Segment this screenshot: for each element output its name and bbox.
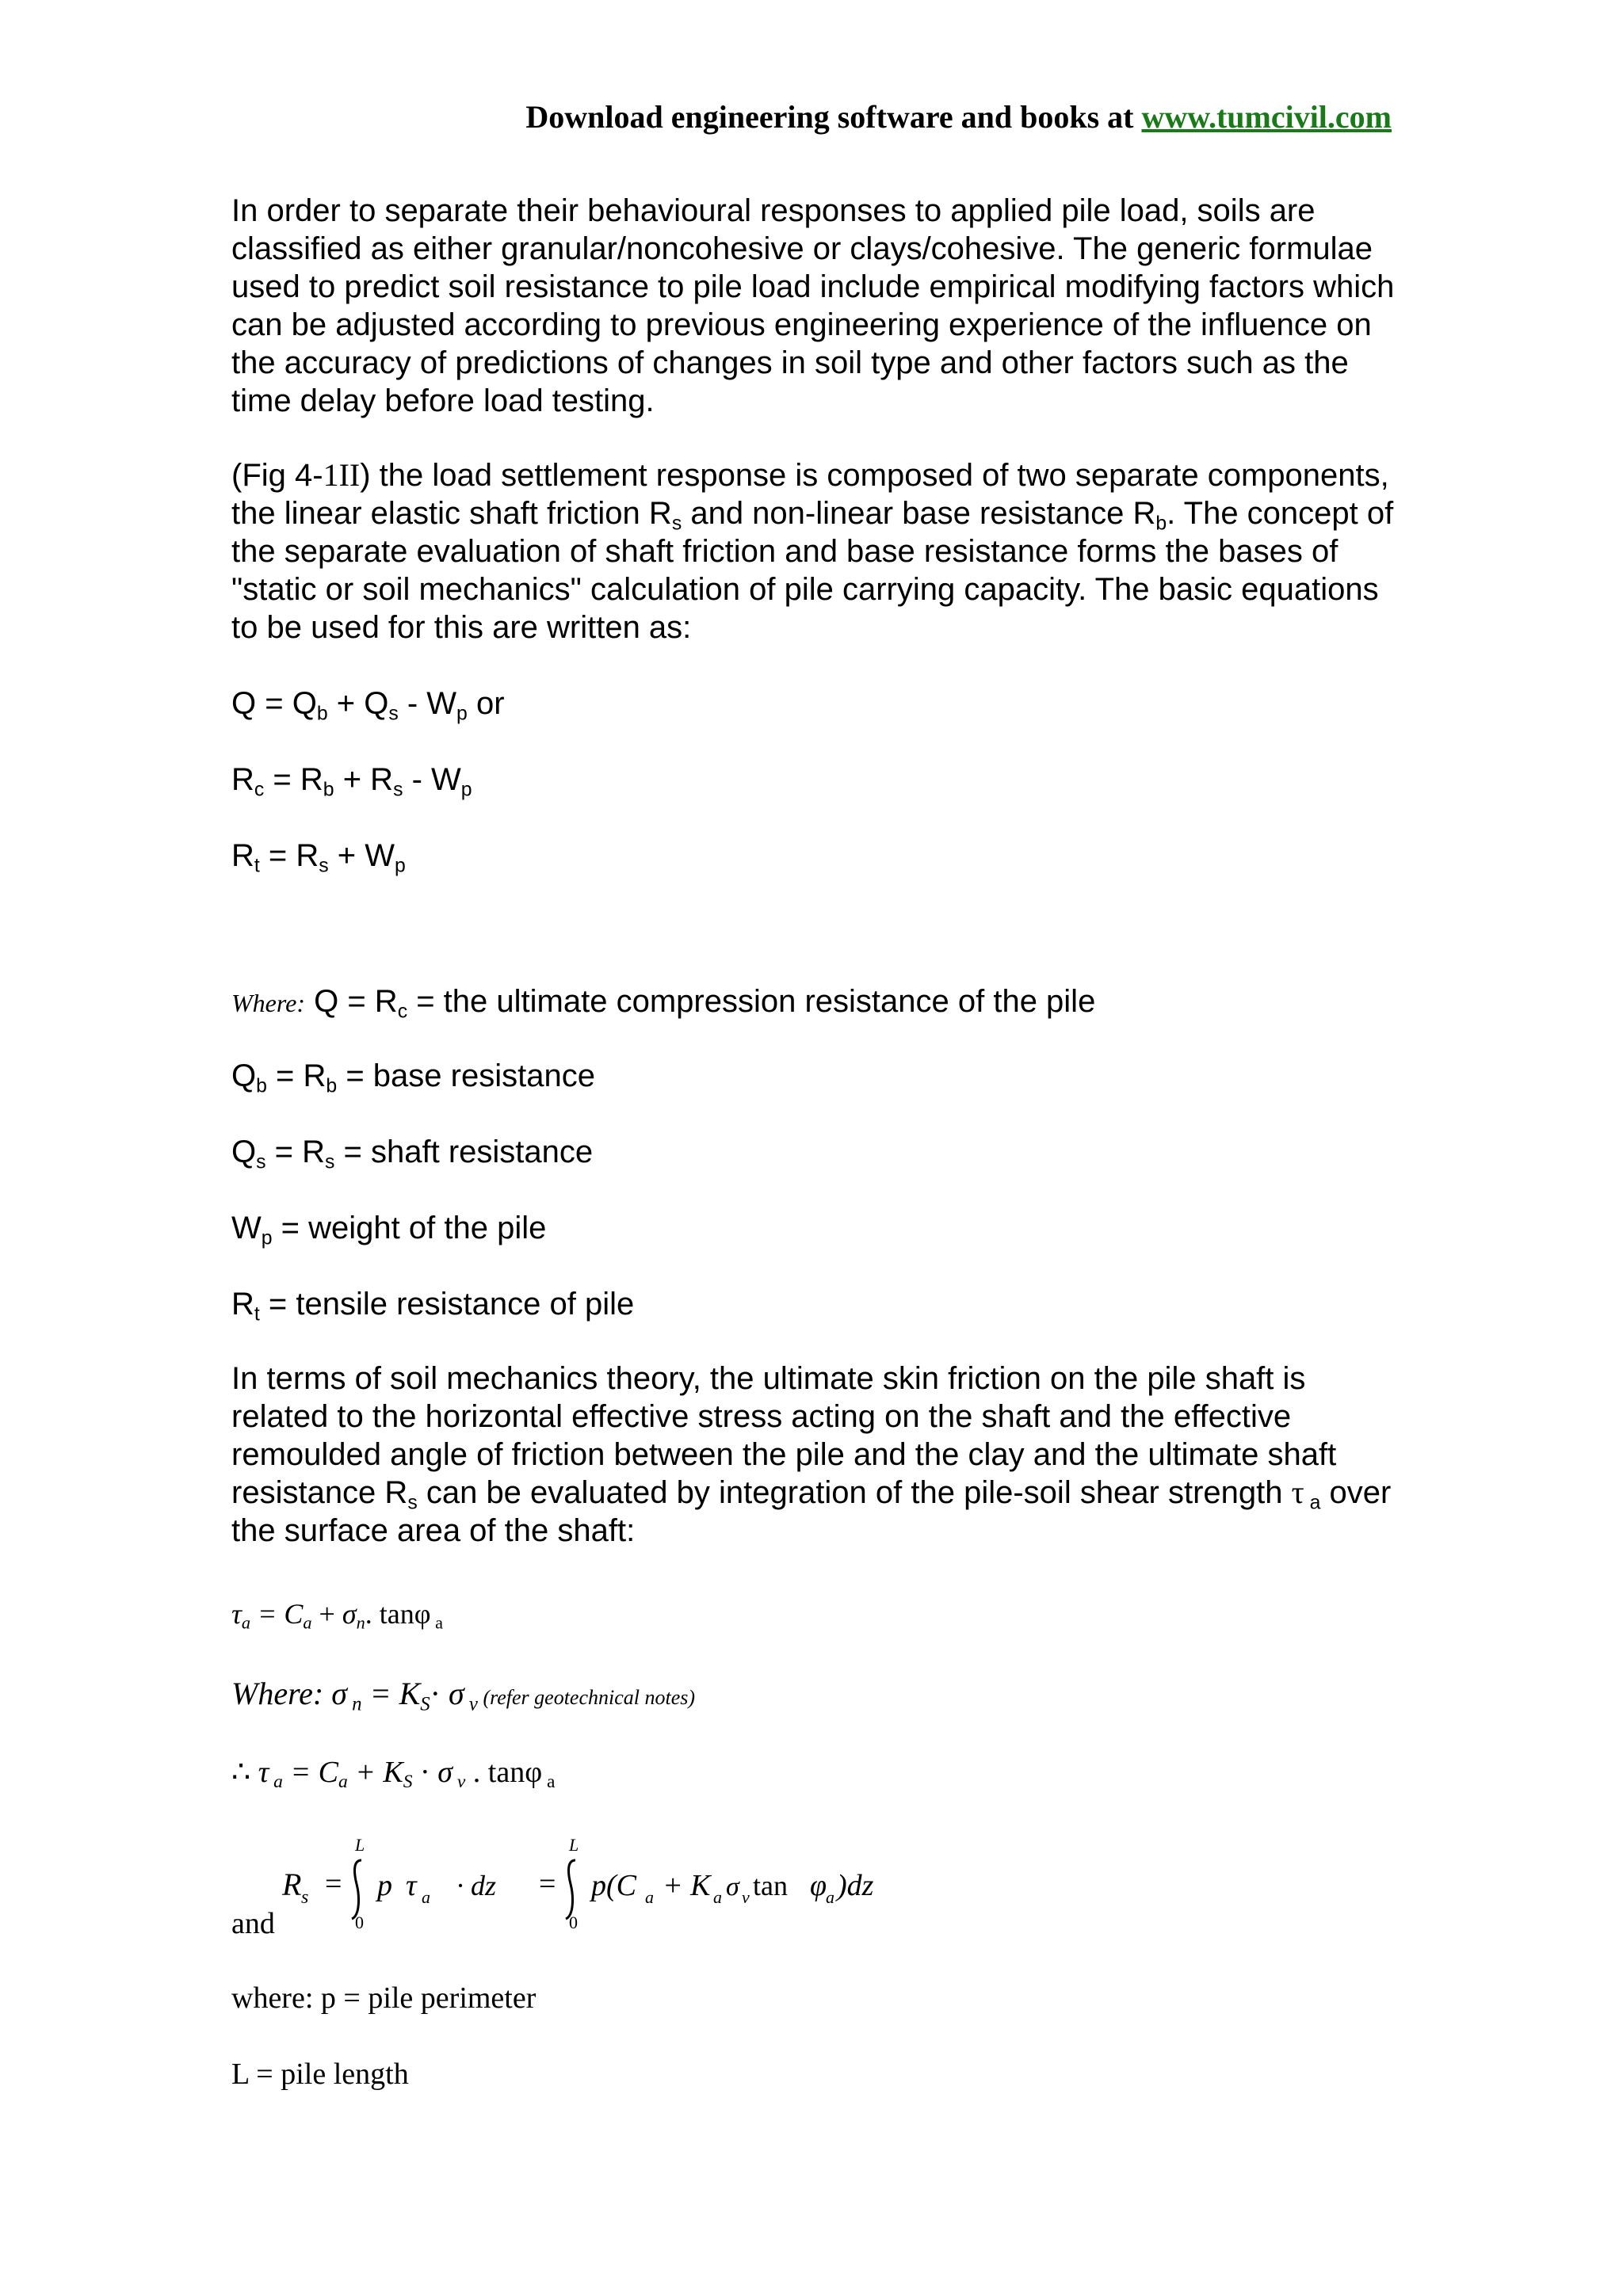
integral-sign-right	[566, 1860, 575, 1919]
svg-text:=: =	[325, 1867, 342, 1901]
definition-wp: $W_p$ = weight of the pile	[231, 1211, 547, 1249]
header-text: Download engineering software and books at	[525, 99, 1142, 135]
svg-text:p(C: p(C	[591, 1869, 636, 1902]
formula-therefore: ∴ τ $_a = C_a + K_S \cdot \sigma$ $_v$ . tanφ $_a$	[231, 1756, 556, 1793]
definition-q: Where: $Q = R_c$ = the ultimate compression resistance of the pile	[231, 984, 1096, 1023]
intro-paragraph: In order to separate their behavioural responses to applied pile load, soils are classified as either granular/noncohesive or clays/cohesive. The generic formulae used to predict soil resistance to pile load include empirical modifying factors which can be adjusted according to previous engineering experience of the influence on the accuracy of predictions of changes in soil type and other factors such as the time delay before load testing.	[231, 193, 1395, 418]
svg-text:σ: σ	[726, 1872, 739, 1901]
svg-text:φ: φ	[810, 1869, 827, 1902]
definition-l: L = pile length	[231, 2058, 409, 2091]
svg-text:τ: τ	[406, 1869, 417, 1902]
figure-ref: 1II	[323, 457, 361, 493]
svg-text:· dz: · dz	[456, 1870, 497, 1901]
svg-text:a: a	[422, 1887, 430, 1907]
skin-friction-paragraph: In terms of soil mechanics theory, the ultimate skin friction on the pile shaft is related to the horizontal effective stress acting on the shaft and the effective remoulded angle of friction between the pile and the clay and the ultimate shaft resistance $R_s$ can be evaluated by integration of the pile-soil shear strength τ $_a$ over the surface area of the shaft:	[231, 1361, 1392, 1548]
svg-text:R: R	[282, 1867, 302, 1902]
svg-text:a: a	[713, 1887, 722, 1907]
svg-text:=: =	[539, 1867, 556, 1901]
integral-formula	[277, 1836, 880, 1932]
formula-normal-stress: Where: σ $_n = K_S\cdot \sigma$ $_v$ (refer geotechnical notes)	[231, 1676, 696, 1715]
load-settlement-paragraph: (Fig 4-1II) the load settlement response is composed of two separate components, the linear elastic shaft friction $R_s$ and non-linear base resistance $R_b$. The concept of the separate evaluation of shaft friction and base resistance forms the bases of "static or soil mechanics" calculation of pile carrying capacity. The basic equations to be used for this are written as:	[231, 457, 1394, 645]
definition-rt: $R_t$ = tensile resistance of pile	[231, 1287, 635, 1325]
svg-text:a: a	[826, 1887, 834, 1907]
equation-q: $Q = Q_b + Q_s - W_p$ or	[231, 686, 505, 725]
svg-text:L: L	[569, 1836, 579, 1855]
equation-rt: $R_t = R_s + W_p$	[231, 838, 406, 877]
svg-text:0: 0	[569, 1913, 578, 1932]
svg-text:)dz: )dz	[837, 1869, 874, 1902]
formula-shear-strength: $\tau_a = C_a + \sigma_n$. tanφ $_a$	[231, 1598, 443, 1633]
equation-rc: $R_c = R_b + R_s - W_p$	[231, 762, 472, 801]
svg-text:v: v	[742, 1887, 750, 1907]
svg-text:p: p	[377, 1869, 392, 1902]
svg-text:L: L	[355, 1836, 365, 1855]
and-text: and	[231, 1907, 275, 1940]
svg-text:0: 0	[355, 1913, 364, 1932]
integral-sign-left	[352, 1860, 361, 1919]
definition-qb: $Q_b = R_b$ = base resistance	[231, 1058, 595, 1097]
svg-text:s: s	[301, 1887, 309, 1908]
svg-text:a: a	[645, 1887, 654, 1907]
svg-text:tan: tan	[753, 1870, 788, 1901]
svg-text:+ K: + K	[663, 1869, 711, 1902]
header-link[interactable]: www.tumcivil.com	[1141, 99, 1392, 135]
page-header	[525, 98, 1392, 135]
definition-p: where: p = pile perimeter	[231, 1981, 537, 2015]
definition-qs: $Q_s = R_s$ = shaft resistance	[231, 1135, 594, 1173]
